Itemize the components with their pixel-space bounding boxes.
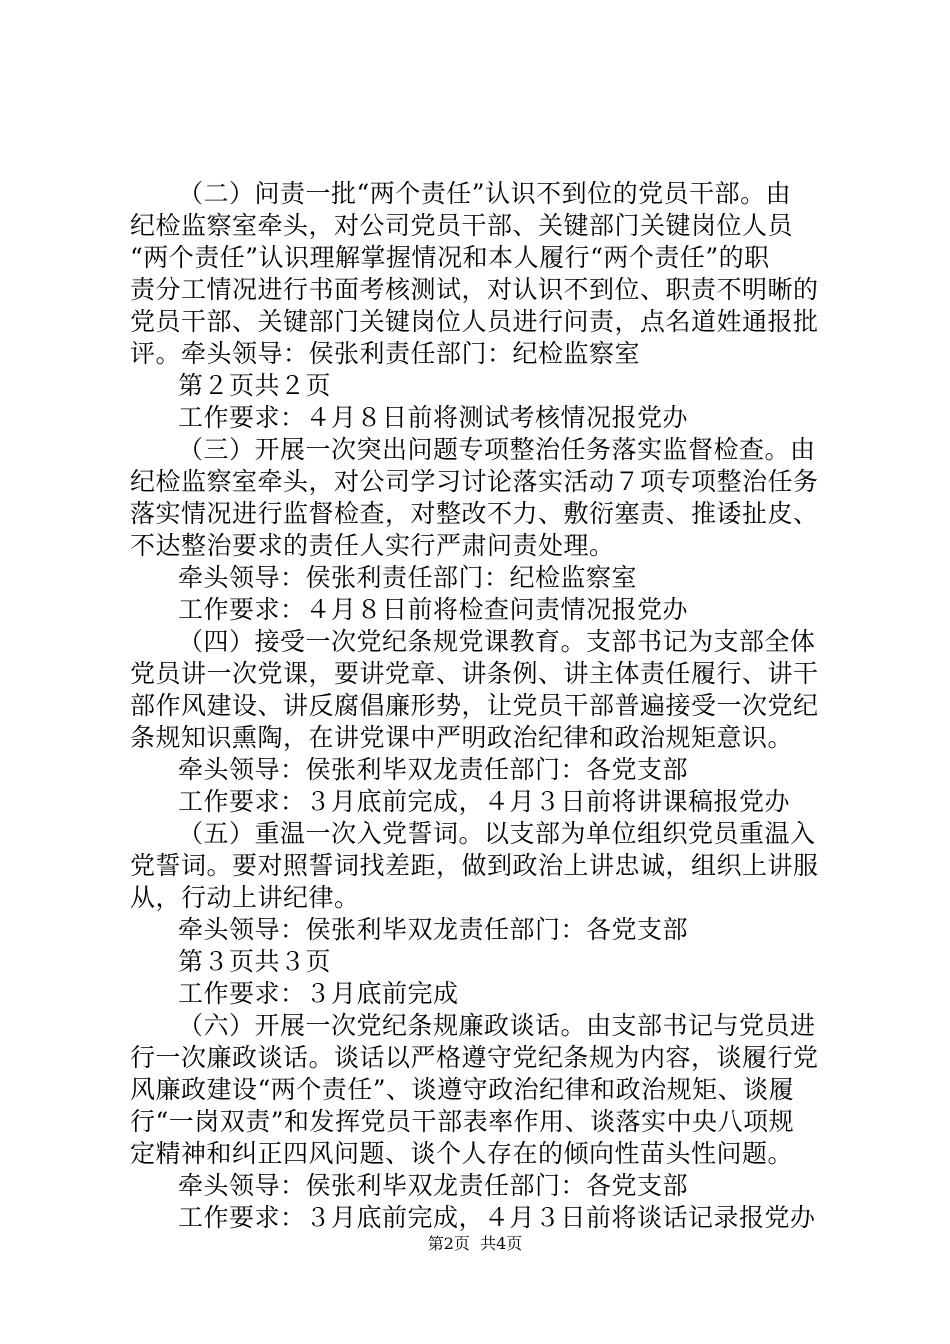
- embedded-page-marker: 第３页共３页: [178, 947, 332, 976]
- text-line: （三）开展一次突出问题专项整治任务落实监督检查。由: [178, 435, 816, 464]
- embedded-page-marker: 第２页共２页: [178, 371, 332, 400]
- text-line: 工作要求：３月底前完成，４月３日前将谈话记录报党办: [178, 1203, 816, 1232]
- text-line: 从，行动上讲纪律。: [130, 883, 360, 912]
- text-line: 定精神和纠正四风问题、谈个人存在的倾向性苗头性问题。: [130, 1139, 794, 1168]
- text-line: 工作要求：４月８日前将检查问责情况报党办: [178, 595, 689, 624]
- text-line: 责分工情况进行书面考核测试，对认识不到位、职责不明晰的: [130, 275, 819, 304]
- text-line: 风廉政建设“两个责任”、谈遵守政治纪律和政治规矩、谈履: [130, 1075, 795, 1104]
- text-line: 牵头领导：侯张利毕双龙责任部门：各党支部: [178, 1171, 689, 1200]
- text-line: 纪检监察室牵头，对公司党员干部、关键部门关键岗位人员: [130, 211, 794, 240]
- document-body: [130, 178, 830, 1234]
- text-line: 工作要求：４月８日前将测试考核情况报党办: [178, 403, 689, 432]
- text-line: 评。牵头领导：侯张利责任部门：纪检监察室: [130, 339, 641, 368]
- text-line: 党誓词。要对照誓词找差距，做到政治上讲忠诚，组织上讲服: [130, 851, 819, 880]
- text-line: 不达整治要求的责任人实行严肃问责处理。: [130, 531, 615, 560]
- text-line: 党员干部、关键部门关键岗位人员进行问责，点名道姓通报批: [130, 307, 819, 336]
- text-line: “两个责任”认识理解掌握情况和本人履行“两个责任”的职: [130, 243, 770, 272]
- text-line: 纪检监察室牵头，对公司学习讨论落实活动７项专项整治任务: [130, 467, 819, 496]
- text-line: 落实情况进行监督检查，对整改不力、敷衍塞责、推诿扯皮、: [130, 499, 819, 528]
- text-line: 行一次廉政谈话。谈话以严格遵守党纪条规为内容，谈履行党: [130, 1043, 819, 1072]
- page-footer: 第2页 共4页: [427, 1234, 523, 1253]
- text-line: 党员讲一次党课，要讲党章、讲条例、讲主体责任履行、讲干: [130, 659, 819, 688]
- text-line: （五）重温一次入党誓词。以支部为单位组织党员重温入: [178, 819, 816, 848]
- text-line: （二）问责一批“两个责任”认识不到位的党员干部。由: [178, 179, 792, 208]
- text-line: （六）开展一次党纪条规廉政谈话。由支部书记与党员进: [178, 1011, 816, 1040]
- text-line: 牵头领导：侯张利责任部门：纪检监察室: [178, 563, 638, 592]
- text-line: 工作要求：３月底前完成: [178, 979, 459, 1008]
- text-line: 牵头领导：侯张利毕双龙责任部门：各党支部: [178, 915, 689, 944]
- text-line: 工作要求：３月底前完成，４月３日前将讲课稿报党办: [178, 787, 791, 816]
- text-line: 部作风建设、讲反腐倡廉形势，让党员干部普遍接受一次党纪: [130, 691, 819, 720]
- text-line: 牵头领导：侯张利毕双龙责任部门：各党支部: [178, 755, 689, 784]
- text-line: 行“一岗双责”和发挥党员干部表率作用、谈落实中央八项规: [130, 1107, 795, 1136]
- text-line: （四）接受一次党纪条规党课教育。支部书记为支部全体: [178, 627, 816, 656]
- text-line: 条规知识熏陶，在讲党课中严明政治纪律和政治规矩意识。: [130, 723, 794, 752]
